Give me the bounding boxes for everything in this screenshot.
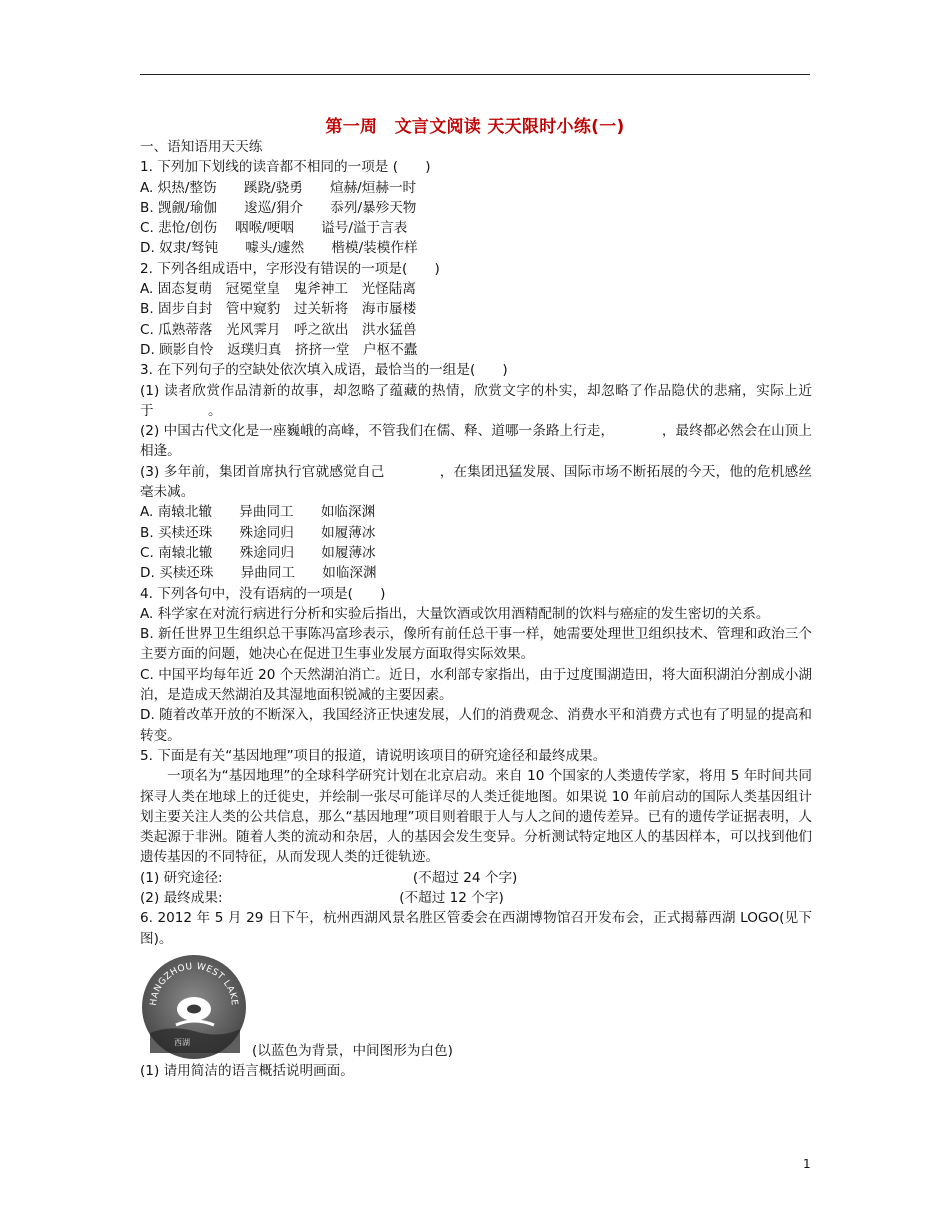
logo-center-dot — [187, 1004, 201, 1013]
question-2-option-d: D. 顾影自怜 返璞归真 挤挤一堂 户枢不蠹 — [140, 341, 418, 358]
header-rule — [140, 74, 810, 75]
question-5-stem: 5. 下面是有关“基因地理”项目的报道，请说明该项目的研究途径和最终成果。 — [140, 747, 607, 764]
west-lake-logo-image — [140, 953, 248, 1061]
question-3-stem: 3. 在下列句子的空缺处依次填入成语，最恰当的一组是( ) — [140, 362, 508, 379]
question-1-option-d: D. 奴隶/驽钝 噱头/遽然 楷模/装模作样 — [140, 240, 418, 257]
question-4-stem: 4. 下列各句中，没有语病的一项是( ) — [140, 585, 386, 602]
logo-ring-text: HANGZHOU WEST LAKE — [148, 961, 240, 1007]
question-5-answer-1: (1) 研究途径: (不超过 24 个字) — [140, 869, 518, 886]
logo-caption: (以蓝色为背景，中间图形为白色) — [252, 1042, 453, 1059]
question-5-passage: 一项名为“基因地理”的全球科学研究计划在北京启动。来自 10 个国家的人类遗传学家，将用 5 年时间共同探寻人类在地球上的迁徙史，并绘制一张尽可能详尽的人类迁徙地图。如果说 10 年前启动的国际人类基因组计划主要关注人类的公共信息，那么“基因地理”项目则着眼于人与人之间的遗传差异。已有的遗传学证据表明，人类起源于非洲。随着人类的流动和杂居，人的基因会发生变异。分析测试特定地区人的基因样本，可以找到他们遗传基因的不同特征，从而发现人类的迁徙轨迹。 — [140, 768, 812, 866]
question-4-option-c: C. 中国平均每年近 20 个天然湖泊消亡。近日，水利部专家指出，由于过度围湖造田，将大面积湖泊分割成小湖泊，是造成天然湖泊及其湿地面积锐减的主要因素。 — [140, 666, 812, 704]
question-3-option-d: D. 买椟还珠 异曲同工 如临深渊 — [140, 565, 377, 582]
question-3-sentence-2: (2) 中国古代文化是一座巍峨的高峰，不管我们在儒、释、道哪一条路上行走， ，最终都必然会在山顶上相逢。 — [140, 423, 812, 460]
question-1-option-a: A. 炽热/整饬 蹊跷/骁勇 煊赫/烜赫一时 — [140, 179, 417, 196]
page-title: 第一周 文言文阅读 天天限时小练(一) — [325, 117, 625, 137]
question-2-option-c: C. 瓜熟蒂落 光风霁月 呼之欲出 洪水猛兽 — [140, 321, 417, 338]
question-1-option-c: C. 悲怆/创伤 咽喉/哽咽 谥号/溢于言表 — [140, 220, 408, 237]
question-1-option-b: B. 觊觎/瑜伽 逡巡/狷介 忝列/暴殄天物 — [140, 199, 417, 216]
section-heading: 一、语知语用天天练 — [140, 139, 263, 155]
question-3-option-c: C. 南辕北辙 殊途同归 如履薄冰 — [140, 544, 376, 561]
question-3-option-a: A. 南辕北辙 异曲同工 如临深渊 — [140, 504, 376, 521]
question-6-stem: 6. 2012 年 5 月 29 日下午，杭州西湖风景名胜区管委会在西湖博物馆召开发布会，正式揭幕西湖 LOGO(见下图)。 — [140, 910, 812, 947]
logo-figure — [140, 953, 812, 1061]
question-4-option-b: B. 新任世界卫生组织总干事陈冯富珍表示，像所有前任总干事一样，她需要处理世卫组织技术、管理和政治三个主要方面的问题，她决心在促进卫生事业发展方面取得实际效果。 — [140, 626, 812, 663]
logo-seal-text: 西湖 — [174, 1037, 190, 1047]
question-1-stem: 1. 下列加下划线的读音都不相同的一项是 ( ) — [140, 159, 431, 176]
question-4-option-a: A. 科学家在对流行病进行分析和实验后指出，大量饮酒或饮用酒精配制的饮料与癌症的发生密切的关系。 — [140, 605, 770, 622]
question-6-subquestion-1: (1) 请用简洁的语言概括说明画面。 — [140, 1062, 354, 1079]
page-number: 1 — [803, 1157, 811, 1171]
question-2-option-a: A. 固态复萌 冠冕堂皇 鬼斧神工 光怪陆离 — [140, 281, 416, 298]
document-body — [140, 137, 812, 1081]
question-3-sentence-1: (1) 读者欣赏作品清新的故事，却忽略了蕴藏的热情，欣赏文字的朴实，却忽略了作品隐伏的悲痛，实际上近于 。 — [140, 382, 812, 419]
question-4-option-d: D. 随着改革开放的不断深入，我国经济正快速发展，人们的消费观念、消费水平和消费方式也有了明显的提高和转变。 — [140, 707, 812, 744]
question-2-stem: 2. 下列各组成语中，字形没有错误的一项是( ) — [140, 260, 440, 277]
question-5-answer-2: (2) 最终成果: (不超过 12 个字) — [140, 889, 504, 906]
question-3-sentence-3: (3) 多年前，集团首席执行官就感觉自己 ，在集团迅猛发展、国际市场不断拓展的今天，他的危机感丝毫未减。 — [140, 463, 812, 501]
question-3-option-b: B. 买椟还珠 殊途同归 如履薄冰 — [140, 524, 376, 541]
question-2-option-b: B. 固步自封 管中窥豹 过关斩将 海市蜃楼 — [140, 301, 417, 318]
